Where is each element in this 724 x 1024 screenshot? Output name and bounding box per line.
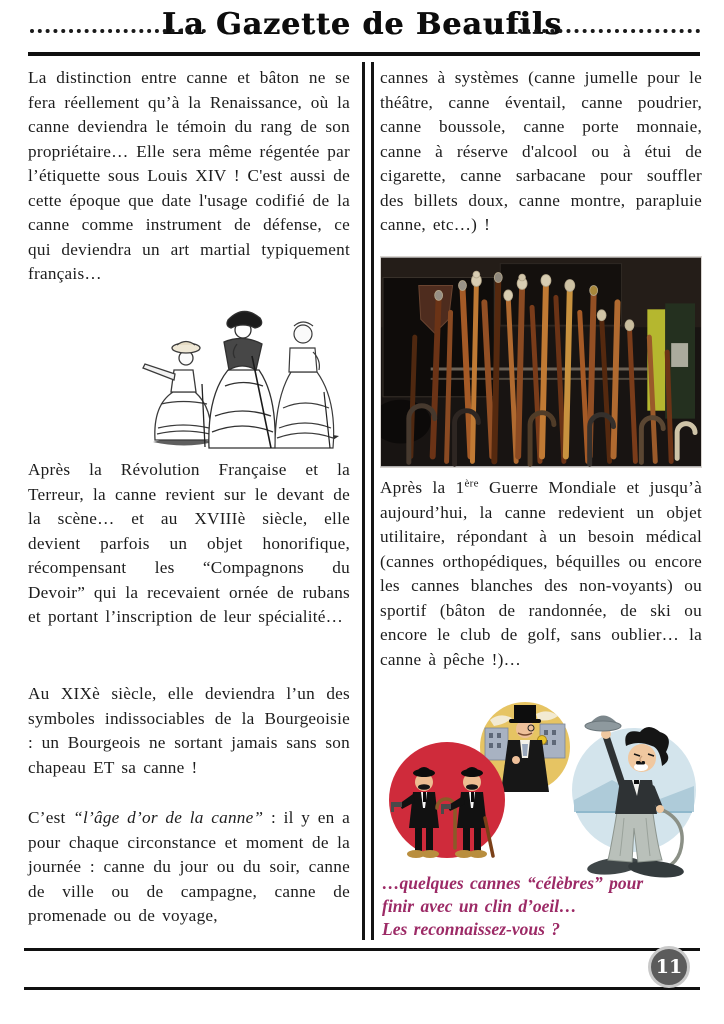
detectives-svg [385, 734, 510, 864]
engraving-three-ladies-image [125, 300, 349, 454]
paragraph-guerre-mondiale [380, 476, 702, 672]
engraving-svg [125, 300, 349, 454]
paragraph-distinction: La distinction entre canne et bâton ne se fera réellement qu’à la Renaissance, où la canne deviendra le témoin du rang de son propriétaire… Elle sera même régentée par l’étiquette sous Louis XIV ! C'est aussi de cette époque que date l'usage codifié de la canne comme instrument de défense, ce qui deviendra un art martial typiquement français… [28, 68, 350, 283]
paragraph-bourgeoisie: Au XIXè siècle, elle deviendra l’un des symboles indissociables de la Bourgeoisie : un Bourgeois ne sortant jamais sans son chapeau ET sa canne ! [28, 684, 350, 777]
chaplin-svg [562, 688, 712, 884]
caption-line-1: …quelques cannes “célèbres” pour [382, 873, 644, 893]
header-rule [28, 52, 700, 56]
caption-line-3: Les reconnaissez-vous ? [382, 919, 561, 939]
paragraph-cannes-systemes: cannes à systèmes (canne jumelle pour le théâtre, canne éventail, canne poudrier, canne boussole, canne porte monnaie, canne à réserve d'alcool ou à étui de cigarette, canne sarbacane pour souffler des billets doux, canne montre, parapluie canne, etc…) ! [380, 68, 702, 234]
paragraph-revolution: Après la Révolution Française et la Terreur, la canne revient sur le devant de la scène… et au XVIIIè siècle, elle devient parfois un objet honorifique, récompensant les “Compagnons du Devoir” qui la recevaient ornée de rubans et portant l’inscription de leur spécialité… [28, 460, 350, 626]
guerre-sup: ère [464, 477, 479, 490]
page-title: La Gazette de Beaufils [161, 7, 563, 42]
age-dor-prefix: C’est [28, 808, 74, 827]
paragraph-age-dor [28, 806, 350, 929]
caption-celebres [382, 872, 704, 941]
detectives-cartoon-image [385, 734, 510, 864]
right-column [380, 62, 702, 942]
footer-rule-top [24, 948, 700, 951]
age-dor-rest: : il y en a pour chaque circonstance et moment de la journée : canne du jour ou du soir, canne de ville ou de campagne, canne de promenade ou de voyage, [28, 808, 350, 925]
guerre-prefix: Après la 1 [380, 478, 465, 497]
guerre-rest: Guerre Mondiale et jusqu’à aujourd’hui, la canne redevient un objet utilitaire, répondant à un besoin médical (cannes orthopédiques, béquilles ou encore les cannes blanches des non-voyants) ou sportif (bâton de randonnée, de ski ou encore le club de golf, sans oublier… la canne à pêche !)… [380, 478, 702, 669]
page-number: 11 [655, 956, 683, 978]
footer-rule-bottom [24, 987, 700, 990]
caption-line-2: finir avec un clin d’oeil… [382, 896, 577, 916]
left-column [28, 62, 350, 942]
chaplin-cartoon-image [562, 688, 712, 884]
dotted-rule-left [30, 29, 206, 33]
cane-collection-svg [381, 257, 701, 467]
age-dor-italic: “l’âge d’or de la canne” [73, 808, 264, 827]
column-divider [362, 62, 374, 940]
dotted-rule-right [518, 29, 700, 33]
page-number-badge [648, 946, 690, 988]
cane-collection-photo [380, 256, 702, 468]
